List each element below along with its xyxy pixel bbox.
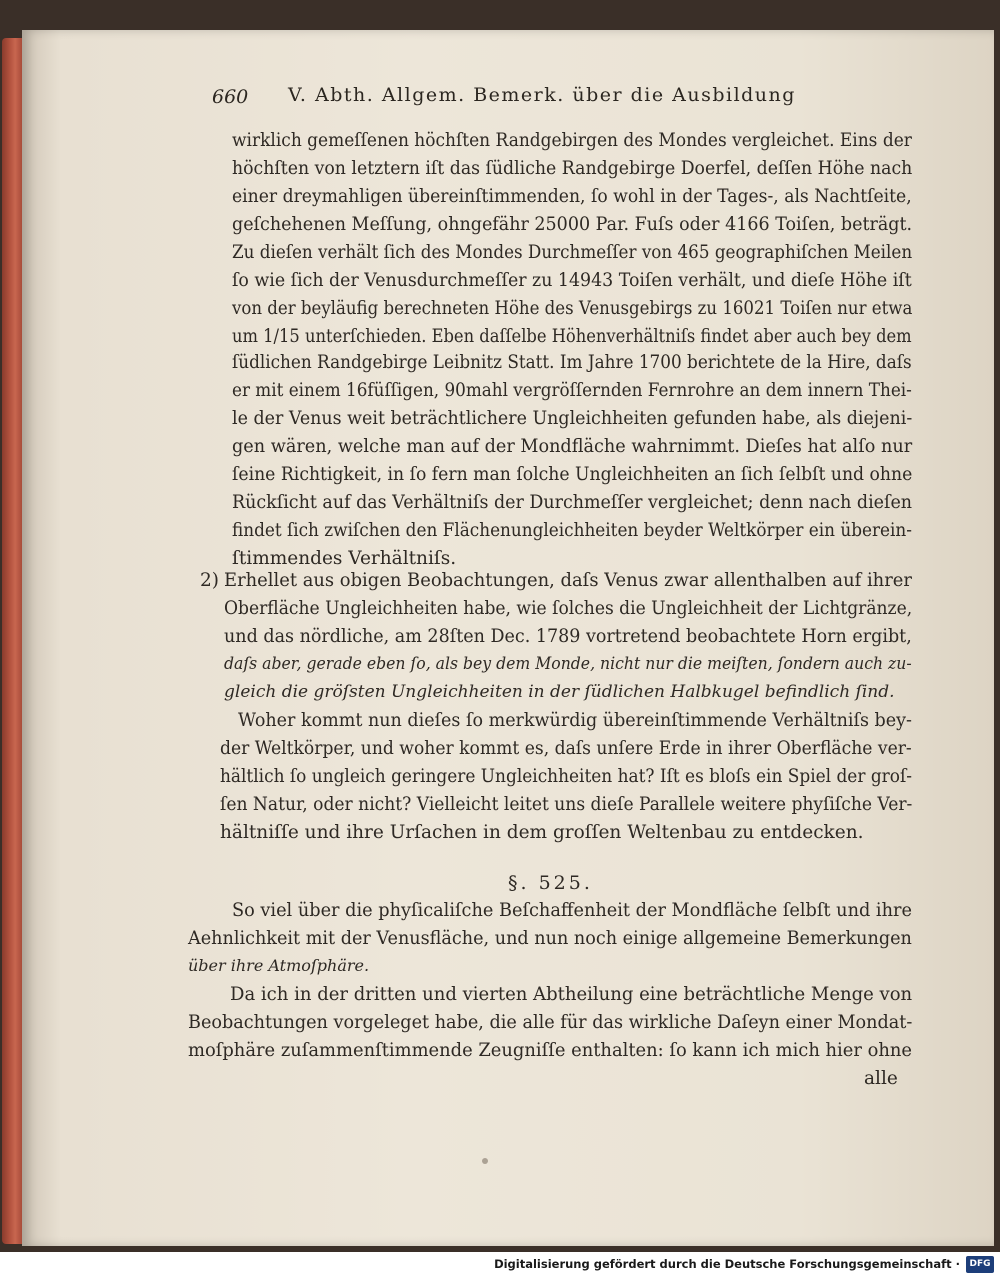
text-line: hältniſſe und ihre Urſachen in dem groſſen Weltenbau zu entdecken. <box>220 822 864 843</box>
running-head: V. Abth. Allgem. Bemerk. über die Ausbildung <box>288 84 796 106</box>
page-number: 660 <box>212 86 249 108</box>
text-line: Beobachtungen vorgeleget habe, die alle für das wirkliche Daſeyn einer Mondat- <box>188 1012 913 1033</box>
text-line: ſen Natur, oder nicht? Vielleicht leitet uns dieſe Parallele weitere phyſiſche Ver- <box>220 794 913 815</box>
text-line: der Weltkörper, und woher kommt es, daſs unſere Erde in ihrer Oberfläche ver- <box>220 738 912 759</box>
text-line: über ihre Atmoſphäre. <box>188 956 370 975</box>
text-line: einer dreymahligen übereinſtimmenden, ſo wohl in der Tages-, als Nachtſeite, <box>232 186 912 207</box>
text-line: findet ſich zwiſchen den Flächenungleichheiten beyder Weltkörper ein überein- <box>232 520 912 541</box>
text-line: daſs aber, gerade eben ſo, als bey dem Monde, nicht nur die meiſten, ſondern auch zu- <box>224 654 912 674</box>
text-line: Woher kommt nun dieſes ſo merkwürdig übereinſtimmende Verhältniſs bey- <box>238 710 912 731</box>
text-line: Rückſicht auf das Verhältniſs der Durchmeſſer vergleichet; denn nach dieſen <box>232 492 913 513</box>
text-line: hältlich ſo ungleich geringere Ungleichheiten hat? Iſt es bloſs ein Spiel der groſ- <box>220 766 912 787</box>
text-line: geſchehenen Meſſung, ohngefähr 25000 Par. Fuſs oder 4166 Toiſen, beträgt. <box>232 214 913 235</box>
text-line: ſo wie ſich der Venusdurchmeſſer zu 14943 Toiſen verhält, und dieſe Höhe iſt <box>232 270 912 291</box>
dfg-logo-icon: DFG <box>966 1256 994 1273</box>
page-edge <box>2 38 24 1244</box>
text-line: er mit einem 16füſſigen, 90mahl vergröſſernden Fernrohre an dem innern Thei- <box>232 380 912 401</box>
text-line: le der Venus weit beträchtlichere Ungleichheiten gefunden habe, als diejeni- <box>232 408 913 429</box>
text-line: moſphäre zuſammenſtimmende Zeugniſſe enthalten: ſo kann ich mich hier ohne <box>188 1040 912 1061</box>
footer-bar <box>0 1252 1000 1278</box>
text-line: Erhellet aus obigen Beobachtungen, daſs Venus zwar allenthalben auf ihrer <box>224 570 912 591</box>
footer-credit: Digitalisierung gefördert durch die Deutsche Forschungsgemeinschaft · <box>494 1257 960 1271</box>
text-line: höchſten von letztern iſt das ſüdliche Randgebirge Doerfel, deſſen Höhe nach <box>232 158 913 179</box>
page-header <box>0 84 1000 114</box>
text-line: So viel über die phyſicaliſche Beſchaffenheit der Mondfläche ſelbſt und ihre <box>232 900 912 921</box>
text-line: und das nördliche, am 28ſten Dec. 1789 vortretend beobachtete Horn ergibt, <box>224 626 912 647</box>
text-line: um 1/15 unterſchieden. Eben daſſelbe Höhenverhältniſs findet aber auch bey dem <box>232 326 912 347</box>
text-line: ſtimmendes Verhältniſs. <box>232 548 457 569</box>
text-line: Zu dieſen verhält ſich des Mondes Durchmeſſer von 465 geographiſchen Meilen <box>232 242 913 263</box>
text-line: Aehnlichkeit mit der Venusfläche, und nun noch einige allgemeine Bemerkungen <box>188 928 912 949</box>
text-line: gleich die gröſsten Ungleichheiten in der ſüdlichen Halbkugel befindlich ſind. <box>224 682 895 702</box>
ink-spot <box>482 1158 488 1164</box>
text-line: ſüdlichen Randgebirge Leibnitz Statt. Im Jahre 1700 berichtete de la Hire, daſs <box>232 352 912 373</box>
catchword: alle <box>864 1068 898 1089</box>
text-line: gen wären, welche man auf der Mondfläche wahrnimmt. Dieſes hat alſo nur <box>232 436 913 457</box>
section-heading: §. 525. <box>508 872 593 894</box>
text-line: Da ich in der dritten und vierten Abtheilung eine beträchtliche Menge von <box>230 984 913 1005</box>
text-line: ſeine Richtigkeit, in ſo fern man ſolche Ungleichheiten an ſich ſelbſt und ohne <box>232 464 913 485</box>
text-line: wirklich gemeſſenen höchſten Randgebirgen des Mondes vergleichet. Eins der <box>232 130 912 151</box>
text-line: von der beyläufig berechneten Höhe des Venusgebirgs zu 16021 Toiſen nur etwa <box>232 298 913 319</box>
point-number: 2) <box>200 570 219 591</box>
text-line: Oberfläche Ungleichheiten habe, wie ſolches die Ungleichheit der Lichtgränze, <box>224 598 913 619</box>
